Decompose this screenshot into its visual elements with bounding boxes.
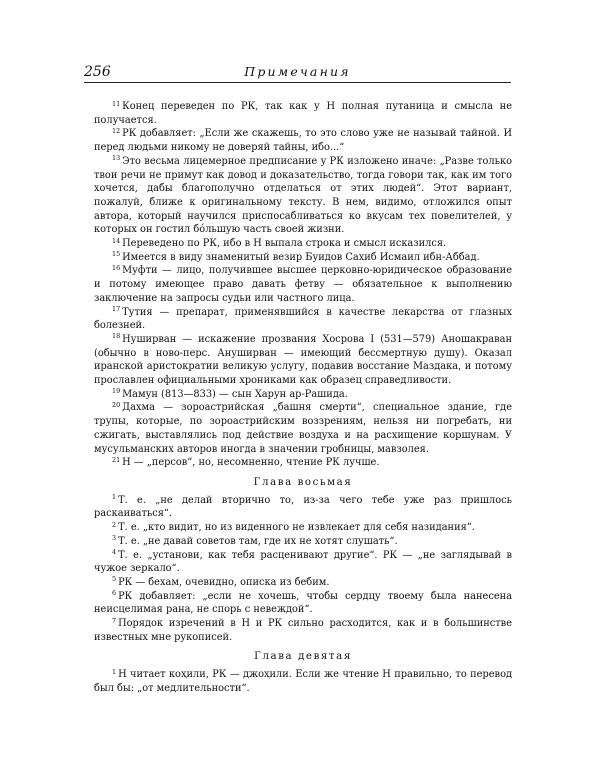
footnote-text: РК добавляет: „если не хочешь, чтобы сердцу твоему была нанесена неисцелимая рана, не спорь с невеждой“. (94, 590, 512, 616)
footnote (94, 155, 512, 237)
footnote-text: РК — бехам, очевидно, описка из бебим. (118, 576, 330, 588)
footnote (94, 668, 512, 695)
footnote-number: 12 (112, 126, 121, 135)
footnote-text: Нуширван — искажение прозвания Хосрова I (531—579) Аношакраван (обычно в ново-перс. Ануширван — имеющий бессмертную душу). Оказал иранской аристократии великую услугу, подавив восстание Маздака, и потому прославлен официальными хрониками как образец справедливости. (94, 333, 512, 387)
footnote (94, 127, 512, 154)
footnote (94, 333, 512, 388)
footnote-text: Т. е. „не давай советов там, где их не хотят слушать“. (118, 535, 398, 547)
footnote-text: Порядок изречений в Н и РК сильно расходится, как и в большинстве известных мне рукописей. (94, 618, 512, 643)
footnote-text: Конец переведен по РК, так как у Н полная путаница и смысла не получается. (94, 101, 512, 126)
footnote (94, 576, 512, 590)
footnote-text: Т. е. „установи, как тебя расценивают другие“. РК — „не заглядывай в чужое зеркало“. (94, 549, 512, 575)
footnote-number: 16 (112, 263, 121, 272)
footnote-number: 6 (112, 589, 117, 598)
footnote-number: 18 (112, 332, 121, 341)
footnote (94, 494, 512, 521)
footnote-text: Т. е. „не делай вторично то, из-за чего тебе уже раз пришлось раскаиваться“. (94, 494, 512, 520)
footnote-number: 20 (112, 400, 121, 409)
running-title: Примечания (244, 64, 351, 79)
footnote-number: 14 (112, 236, 121, 245)
footnote-text: Имеется в виду знаменитый везир Буидов Сахиб Исмаил ибн-Аббад. (122, 251, 480, 263)
footnote-number: 11 (112, 99, 121, 108)
footnote (94, 535, 512, 549)
chapter-9-heading: Глава девятая (254, 651, 352, 663)
page-number: 256 (84, 64, 111, 80)
footnote-text: Переведено по РК, ибо в Н выпала строка и смысл исказился. (122, 238, 447, 250)
footnote-number: 7 (112, 616, 117, 625)
footnote (94, 401, 512, 456)
footnote-number: 17 (112, 305, 121, 314)
footnote-number: 13 (112, 154, 121, 163)
footnote-text: Т. е. „кто видит, но из виденного не извлекает для себя назидания“. (118, 522, 475, 534)
footnote (94, 521, 512, 535)
footnote-number: 21 (112, 455, 121, 464)
notes-chapter-7 (94, 100, 512, 470)
footnote-number: 5 (112, 575, 117, 584)
footnote (94, 100, 512, 127)
footnote (94, 237, 512, 251)
footnote-text: Мамун (813—833) — сын Харун ар-Рашида. (122, 388, 348, 400)
footnote (94, 306, 512, 333)
footnote-number: 4 (112, 548, 117, 556)
footnote-number: 2 (112, 520, 117, 529)
footnote-text: Это весьма лицемерное предписание у РК изложено иначе: „Разве только твои речи не примут как довод и доказательство, тогда говори так, как им того хочется, дабы благополучно отделаться от этих людей“. Этот вариант, пожалуй, ближе к оригинальному тексту. В нем, видимо, отложился опыт автора, который научился приспосабливаться ко вкусам тех повелителей, у которых он гостил бóльшую часть своей жизни. (94, 155, 512, 236)
page-header (84, 64, 511, 83)
footnote-text: Муфти — лицо, получившее высшее церковно-юридическое образование и потому имеющее право давать фетву — обязательное к выполнению заключение на запросы судьи или частного лица. (94, 265, 512, 304)
footnote-text: Дахма — зороастрийская „башня смерти“, специальное здание, где трупы, которые, по зороастрийским воззрениям, нельзя ни погребать, ни сжигать, выставлялись под действие воздуха и на расхищение коршунам. У мусульманских авторов иногда в значении гробницы, мавзолея. (94, 402, 512, 455)
footnote (94, 388, 512, 402)
footnote-text: Тутия — препарат, применявшийся в качестве лекарства от глазных болезней. (94, 306, 512, 332)
footnote-number: 15 (112, 250, 121, 259)
notes-chapter-9 (94, 668, 512, 695)
footnote (94, 456, 512, 470)
footnote (94, 251, 512, 265)
footnote-number: 19 (112, 387, 121, 396)
footnote (94, 264, 512, 305)
notes-body (94, 100, 512, 696)
notes-chapter-8 (94, 494, 512, 645)
footnote (94, 549, 512, 576)
footnote-number: 1 (112, 667, 117, 676)
footnote-text: Н — „персов“, но, несомненно, чтение РК лучше. (122, 457, 380, 469)
footnote (94, 617, 512, 644)
footnote-text: Н читает коҳили, РК — джоҳили. Если же чтение Н правильно, то перевод был бы: „от медлительности“. (94, 669, 512, 694)
footnote-number: 3 (112, 534, 117, 543)
footnote-text: РК добавляет: „Если же скажешь, то это слово уже не называй тайной. И перед людьми никому не доверяй тайны, ибо...“ (94, 128, 512, 154)
chapter-8-heading: Глава восьмая (253, 476, 353, 488)
footnote-number: 1 (112, 493, 117, 502)
footnote (94, 590, 512, 617)
